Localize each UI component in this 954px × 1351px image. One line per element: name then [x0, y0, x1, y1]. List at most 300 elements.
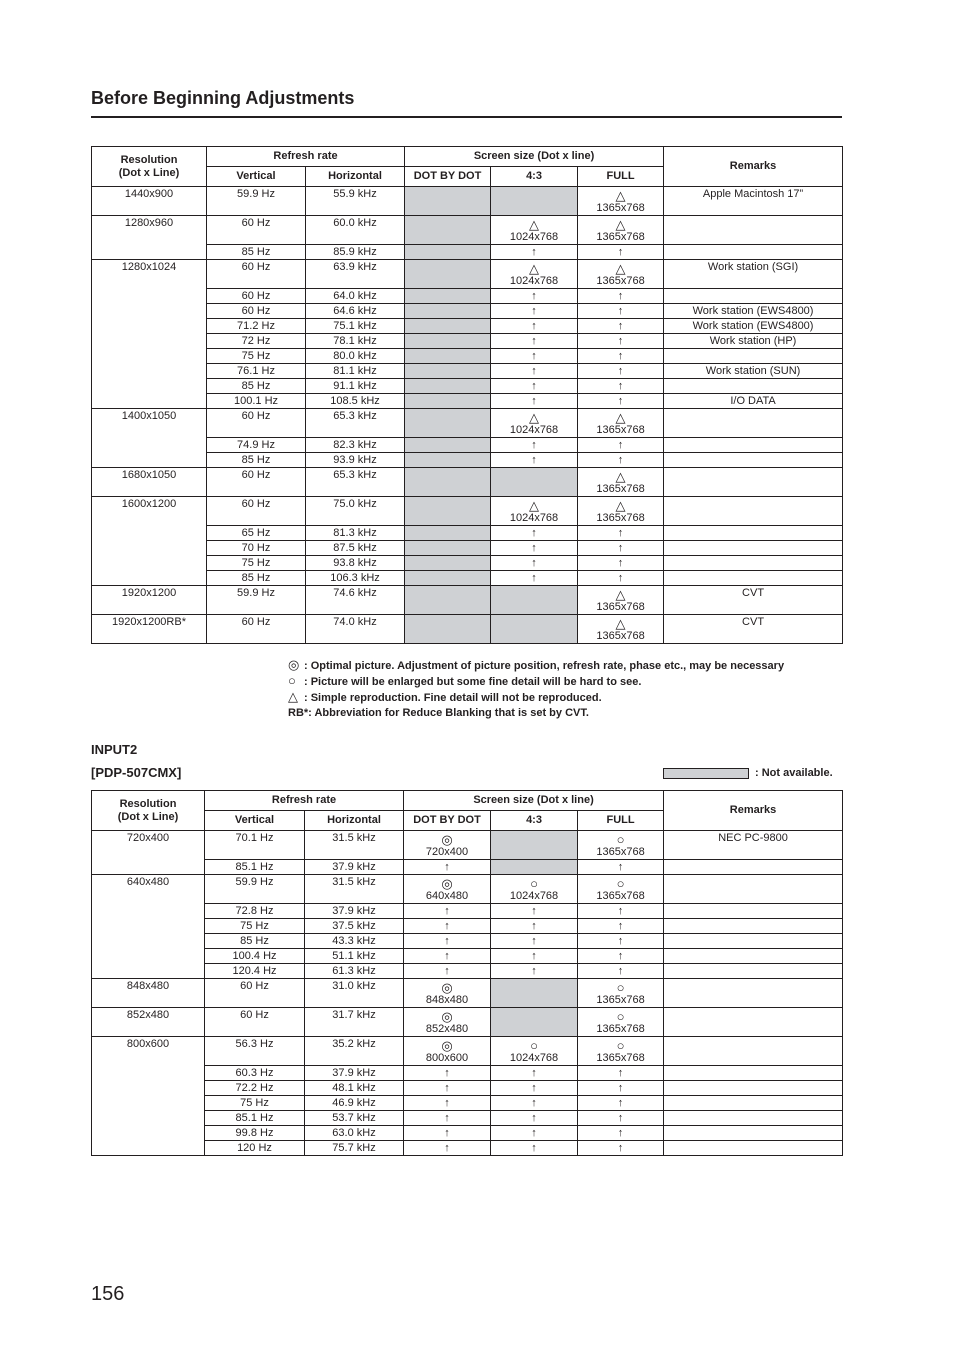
same-as-above-cell: ↑ — [491, 1096, 578, 1111]
horizontal-rate-cell: 46.9 kHz — [305, 1096, 404, 1111]
screen-size-value: 1365x768 — [596, 483, 645, 495]
horizontal-rate-cell: 61.3 kHz — [305, 964, 404, 979]
same-as-above-cell: ↑ — [578, 319, 664, 334]
vertical-rate-cell: 60.3 Hz — [205, 1066, 305, 1081]
table-row — [92, 979, 843, 1008]
double-circle-icon: ◎ — [288, 657, 300, 672]
table-row — [92, 586, 843, 615]
not-available-cell — [405, 379, 491, 394]
screen-size-value: 1365x768 — [596, 601, 645, 613]
screen-size-cell — [578, 1037, 664, 1066]
vertical-rate-cell: 85 Hz — [207, 453, 306, 468]
vertical-rate-cell: 100.4 Hz — [205, 949, 305, 964]
legend-optimal-text: : Optimal picture. Adjustment of picture position, refresh rate, phase etc., may be necessary — [304, 660, 785, 672]
remarks-cell — [664, 349, 843, 364]
triangle-icon: △ — [615, 616, 626, 631]
not-available-cell — [491, 1008, 578, 1037]
horizontal-rate-cell: 53.7 kHz — [305, 1111, 404, 1126]
horizontal-rate-cell: 64.6 kHz — [306, 304, 405, 319]
table-row — [92, 216, 843, 245]
screen-size-cell — [404, 1037, 491, 1066]
remarks-cell — [664, 964, 843, 979]
table-row — [92, 1066, 843, 1081]
same-as-above-cell: ↑ — [491, 526, 578, 541]
table-row — [92, 949, 843, 964]
triangle-icon: △ — [615, 587, 626, 602]
circle-icon: ○ — [530, 1038, 538, 1053]
not-available-cell — [405, 438, 491, 453]
screen-size-value: 1365x768 — [596, 890, 645, 902]
triangle-icon: △ — [615, 410, 626, 425]
not-available-cell — [491, 187, 578, 216]
vertical-rate-cell: 60 Hz — [207, 216, 306, 245]
not-available-cell — [405, 571, 491, 586]
screen-size-cell — [578, 260, 664, 289]
same-as-above-cell: ↑ — [578, 245, 664, 260]
screen-size-cell — [578, 831, 664, 860]
same-as-above-cell: ↑ — [491, 919, 578, 934]
remarks-cell — [664, 541, 843, 556]
page-title: Before Beginning Adjustments — [91, 88, 355, 108]
vertical-rate-cell: 60 Hz — [207, 468, 306, 497]
screen-size-value: 848x480 — [425, 994, 469, 1006]
title-rule — [91, 116, 842, 118]
vertical-rate-cell: 60 Hz — [205, 979, 305, 1008]
legend-simple — [288, 689, 848, 705]
not-available-cell — [405, 526, 491, 541]
vertical-rate-cell: 56.3 Hz — [205, 1037, 305, 1066]
horizontal-rate-cell: 108.5 kHz — [306, 394, 405, 409]
same-as-above-cell: ↑ — [578, 304, 664, 319]
same-as-above-cell: ↑ — [491, 556, 578, 571]
screen-size-cell — [404, 1008, 491, 1037]
double-circle-icon: ◎ — [441, 832, 453, 847]
horizontal-rate-cell: 82.3 kHz — [306, 438, 405, 453]
horizontal-rate-cell: 60.0 kHz — [306, 216, 405, 245]
not-available-cell — [405, 245, 491, 260]
same-as-above-cell: ↑ — [404, 1111, 491, 1126]
vertical-rate-cell: 100.1 Hz — [207, 394, 306, 409]
table-row — [92, 1141, 843, 1156]
table-row — [92, 1096, 843, 1111]
ratio-43-header: 4:3 — [491, 811, 578, 831]
horizontal-rate-cell: 31.0 kHz — [305, 979, 404, 1008]
vertical-rate-cell: 75 Hz — [205, 1096, 305, 1111]
same-as-above-cell: ↑ — [578, 934, 664, 949]
same-as-above-cell: ↑ — [578, 394, 664, 409]
remarks-cell — [664, 919, 843, 934]
horizontal-rate-cell: 93.9 kHz — [306, 453, 405, 468]
vertical-rate-cell: 60 Hz — [207, 260, 306, 289]
vertical-rate-cell: 76.1 Hz — [207, 364, 306, 379]
horizontal-rate-cell: 43.3 kHz — [305, 934, 404, 949]
same-as-above-cell: ↑ — [404, 964, 491, 979]
remarks-cell — [664, 1066, 843, 1081]
remarks-cell — [664, 979, 843, 1008]
same-as-above-cell: ↑ — [578, 334, 664, 349]
legend-simple-text: : Simple reproduction. Fine detail will not be reproduced. — [304, 692, 602, 704]
remarks-cell — [664, 949, 843, 964]
same-as-above-cell: ↑ — [404, 1096, 491, 1111]
same-as-above-cell: ↑ — [491, 379, 578, 394]
screen-size-value: 1365x768 — [596, 994, 645, 1006]
vertical-rate-cell: 99.8 Hz — [205, 1126, 305, 1141]
screen-size-cell — [491, 497, 578, 526]
horizontal-rate-cell: 31.5 kHz — [305, 875, 404, 904]
same-as-above-cell: ↑ — [491, 289, 578, 304]
resolution-cell: 1440x900 — [92, 187, 207, 216]
vertical-rate-cell: 72 Hz — [207, 334, 306, 349]
triangle-icon: △ — [615, 217, 626, 232]
not-available-cell — [405, 187, 491, 216]
not-available-key — [663, 767, 833, 779]
screen-size-cell — [404, 831, 491, 860]
model-label: [PDP-507CMX] — [91, 765, 182, 780]
resolution-header: Resolution (Dot x Line) — [92, 791, 205, 831]
table-row — [92, 1081, 843, 1096]
vertical-rate-cell: 85 Hz — [207, 379, 306, 394]
same-as-above-cell: ↑ — [578, 860, 664, 875]
horizontal-rate-cell: 48.1 kHz — [305, 1081, 404, 1096]
screen-size-value: 1365x768 — [596, 424, 645, 436]
vertical-rate-cell: 75 Hz — [205, 919, 305, 934]
table-row — [92, 904, 843, 919]
not-available-cell — [405, 394, 491, 409]
legend-rb-note: RB*: Abbreviation for Reduce Blanking that is set by CVT. — [288, 707, 589, 719]
vertical-rate-cell: 60 Hz — [207, 497, 306, 526]
vertical-rate-cell: 59.9 Hz — [207, 586, 306, 615]
resolution-cell: 1920x1200 — [92, 586, 207, 615]
horizontal-header: Horizontal — [306, 167, 405, 187]
symbol-legend — [288, 657, 848, 721]
table-row — [92, 1008, 843, 1037]
resolution-cell: 1280x960 — [92, 216, 207, 260]
same-as-above-cell: ↑ — [404, 949, 491, 964]
screen-size-cell — [578, 979, 664, 1008]
horizontal-rate-cell: 81.1 kHz — [306, 364, 405, 379]
not-available-cell — [405, 586, 491, 615]
horizontal-rate-cell: 93.8 kHz — [306, 556, 405, 571]
screen-size-cell — [491, 1037, 578, 1066]
same-as-above-cell: ↑ — [404, 904, 491, 919]
remarks-cell — [664, 468, 843, 497]
same-as-above-cell: ↑ — [578, 541, 664, 556]
same-as-above-cell: ↑ — [491, 319, 578, 334]
same-as-above-cell: ↑ — [491, 334, 578, 349]
same-as-above-cell: ↑ — [491, 949, 578, 964]
triangle-icon: △ — [288, 689, 298, 704]
table-row — [92, 919, 843, 934]
input2-signal-table — [91, 790, 843, 1156]
table-row — [92, 260, 843, 289]
vertical-rate-cell: 120.4 Hz — [205, 964, 305, 979]
table-row — [92, 875, 843, 904]
screen-size-cell — [578, 497, 664, 526]
screen-size-cell — [578, 216, 664, 245]
same-as-above-cell: ↑ — [491, 438, 578, 453]
horizontal-header: Horizontal — [305, 811, 404, 831]
remarks-cell: NEC PC-9800 — [664, 831, 843, 860]
same-as-above-cell: ↑ — [404, 860, 491, 875]
remarks-cell — [664, 1141, 843, 1156]
triangle-icon: △ — [529, 261, 540, 276]
remarks-cell — [664, 526, 843, 541]
same-as-above-cell: ↑ — [578, 964, 664, 979]
horizontal-rate-cell: 78.1 kHz — [306, 334, 405, 349]
same-as-above-cell: ↑ — [578, 904, 664, 919]
double-circle-icon: ◎ — [441, 980, 453, 995]
double-circle-icon: ◎ — [441, 876, 453, 891]
horizontal-rate-cell: 87.5 kHz — [306, 541, 405, 556]
not-available-cell — [405, 364, 491, 379]
screen-size-value: 720x400 — [425, 846, 469, 858]
vertical-rate-cell: 65 Hz — [207, 526, 306, 541]
vertical-rate-cell: 60 Hz — [207, 409, 306, 438]
same-as-above-cell: ↑ — [491, 304, 578, 319]
table-row — [92, 1111, 843, 1126]
horizontal-rate-cell: 74.6 kHz — [306, 586, 405, 615]
remarks-cell — [664, 216, 843, 245]
remarks-cell — [664, 875, 843, 904]
resolution-cell: 640x480 — [92, 875, 205, 979]
horizontal-rate-cell: 75.7 kHz — [305, 1141, 404, 1156]
same-as-above-cell: ↑ — [404, 1066, 491, 1081]
triangle-icon: △ — [615, 469, 626, 484]
same-as-above-cell: ↑ — [491, 1066, 578, 1081]
circle-icon: ○ — [616, 980, 625, 995]
remarks-cell — [664, 1111, 843, 1126]
screen-size-cell — [491, 409, 578, 438]
remarks-cell: Apple Macintosh 17” — [664, 187, 843, 216]
vertical-rate-cell: 60 Hz — [207, 289, 306, 304]
horizontal-rate-cell: 63.0 kHz — [305, 1126, 404, 1141]
table-row — [92, 409, 843, 438]
screen-size-cell — [404, 979, 491, 1008]
screen-size-value: 1024x768 — [509, 231, 559, 243]
legend-optimal — [288, 657, 848, 673]
screen-size-cell — [578, 468, 664, 497]
screen-size-value: 640x480 — [425, 890, 469, 902]
vertical-rate-cell: 72.2 Hz — [205, 1081, 305, 1096]
not-available-cell — [405, 319, 491, 334]
resolution-cell: 848x480 — [92, 979, 205, 1008]
screen-size-cell — [491, 216, 578, 245]
horizontal-rate-cell: 74.0 kHz — [306, 615, 405, 644]
screen-size-value: 1024x768 — [509, 1052, 559, 1064]
same-as-above-cell: ↑ — [578, 919, 664, 934]
vertical-rate-cell: 60 Hz — [207, 615, 306, 644]
remarks-cell — [664, 934, 843, 949]
not-available-cell — [405, 216, 491, 245]
horizontal-rate-cell: 75.1 kHz — [306, 319, 405, 334]
triangle-icon: △ — [529, 498, 540, 513]
horizontal-rate-cell: 75.0 kHz — [306, 497, 405, 526]
screen-size-value: 1024x768 — [509, 890, 559, 902]
same-as-above-cell: ↑ — [491, 1126, 578, 1141]
table-row — [92, 615, 843, 644]
same-as-above-cell: ↑ — [491, 571, 578, 586]
same-as-above-cell: ↑ — [404, 1141, 491, 1156]
remarks-cell — [664, 1037, 843, 1066]
same-as-above-cell: ↑ — [578, 1141, 664, 1156]
screen-size-value: 1365x768 — [596, 1023, 645, 1035]
same-as-above-cell: ↑ — [491, 1081, 578, 1096]
circle-icon: ○ — [616, 832, 625, 847]
same-as-above-cell: ↑ — [491, 394, 578, 409]
remarks-cell — [664, 1096, 843, 1111]
screen-size-value: 852x480 — [425, 1023, 469, 1035]
horizontal-rate-cell: 85.9 kHz — [306, 245, 405, 260]
same-as-above-cell: ↑ — [491, 364, 578, 379]
remarks-cell: CVT — [664, 586, 843, 615]
resolution-cell: 800x600 — [92, 1037, 205, 1156]
screen-size-cell — [404, 875, 491, 904]
same-as-above-cell: ↑ — [578, 453, 664, 468]
triangle-icon: △ — [615, 498, 626, 513]
horizontal-rate-cell: 91.1 kHz — [306, 379, 405, 394]
vertical-rate-cell: 85.1 Hz — [205, 860, 305, 875]
horizontal-rate-cell: 37.9 kHz — [305, 1066, 404, 1081]
resolution-cell: 1280x1024 — [92, 260, 207, 409]
refresh-rate-header: Refresh rate — [207, 147, 405, 167]
horizontal-rate-cell: 64.0 kHz — [306, 289, 405, 304]
remarks-cell — [664, 571, 843, 586]
table-row — [92, 497, 843, 526]
circle-icon: ○ — [616, 876, 625, 891]
not-available-cell — [405, 556, 491, 571]
remarks-cell — [664, 379, 843, 394]
same-as-above-cell: ↑ — [404, 934, 491, 949]
not-available-swatch — [663, 768, 749, 779]
remarks-cell — [664, 556, 843, 571]
circle-icon: ○ — [616, 1038, 625, 1053]
screen-size-value: 1365x768 — [596, 202, 645, 214]
screen-size-value: 1365x768 — [596, 512, 645, 524]
circle-icon: ○ — [616, 1009, 625, 1024]
remarks-cell: Work station (EWS4800) — [664, 319, 843, 334]
same-as-above-cell: ↑ — [578, 1081, 664, 1096]
screen-size-cell — [578, 187, 664, 216]
circle-icon: ○ — [530, 876, 538, 891]
not-available-cell — [405, 497, 491, 526]
screen-size-value: 1024x768 — [509, 424, 559, 436]
same-as-above-cell: ↑ — [404, 919, 491, 934]
not-available-cell — [405, 409, 491, 438]
not-available-cell — [405, 289, 491, 304]
horizontal-rate-cell: 55.9 kHz — [306, 187, 405, 216]
remarks-cell — [664, 409, 843, 438]
vertical-rate-cell: 72.8 Hz — [205, 904, 305, 919]
remarks-cell — [664, 860, 843, 875]
double-circle-icon: ◎ — [441, 1009, 453, 1024]
vertical-rate-cell: 70 Hz — [207, 541, 306, 556]
screen-size-cell — [578, 1008, 664, 1037]
double-circle-icon: ◎ — [441, 1038, 453, 1053]
input2-label: INPUT2 — [91, 742, 138, 757]
same-as-above-cell: ↑ — [578, 438, 664, 453]
resolution-cell: 1600x1200 — [92, 497, 207, 586]
remarks-cell: Work station (EWS4800) — [664, 304, 843, 319]
remarks-cell — [664, 289, 843, 304]
vertical-header: Vertical — [205, 811, 305, 831]
same-as-above-cell: ↑ — [491, 349, 578, 364]
screen-size-value: 1024x768 — [509, 275, 559, 287]
remarks-cell — [664, 497, 843, 526]
not-available-cell — [405, 304, 491, 319]
remarks-header: Remarks — [664, 147, 843, 187]
horizontal-rate-cell: 65.3 kHz — [306, 468, 405, 497]
not-available-cell — [405, 453, 491, 468]
table-row — [92, 1126, 843, 1141]
vertical-rate-cell: 60 Hz — [205, 1008, 305, 1037]
horizontal-rate-cell: 80.0 kHz — [306, 349, 405, 364]
screen-size-cell — [578, 586, 664, 615]
horizontal-rate-cell: 37.5 kHz — [305, 919, 404, 934]
triangle-icon: △ — [529, 217, 540, 232]
remarks-cell — [664, 438, 843, 453]
not-available-cell — [491, 586, 578, 615]
same-as-above-cell: ↑ — [491, 1111, 578, 1126]
vertical-rate-cell: 75 Hz — [207, 556, 306, 571]
horizontal-rate-cell: 37.9 kHz — [305, 904, 404, 919]
not-available-text: : Not available. — [755, 767, 833, 779]
horizontal-rate-cell: 106.3 kHz — [306, 571, 405, 586]
vertical-rate-cell: 70.1 Hz — [205, 831, 305, 860]
resolution-cell: 720x400 — [92, 831, 205, 875]
table-row — [92, 964, 843, 979]
refresh-rate-header: Refresh rate — [205, 791, 404, 811]
vertical-header: Vertical — [207, 167, 306, 187]
horizontal-rate-cell: 65.3 kHz — [306, 409, 405, 438]
resolution-cell: 1920x1200RB* — [92, 615, 207, 644]
horizontal-rate-cell: 81.3 kHz — [306, 526, 405, 541]
same-as-above-cell: ↑ — [578, 1111, 664, 1126]
table-row — [92, 187, 843, 216]
not-available-cell — [405, 260, 491, 289]
dot-by-dot-header: DOT BY DOT — [405, 167, 491, 187]
screen-size-cell — [578, 875, 664, 904]
screen-size-value: 1365x768 — [596, 630, 645, 642]
vertical-rate-cell: 60 Hz — [207, 304, 306, 319]
same-as-above-cell: ↑ — [404, 1126, 491, 1141]
vertical-rate-cell: 85 Hz — [205, 934, 305, 949]
table-row — [92, 831, 843, 860]
full-header: FULL — [578, 811, 664, 831]
triangle-icon: △ — [615, 188, 626, 203]
remarks-cell: I/O DATA — [664, 394, 843, 409]
not-available-cell — [405, 349, 491, 364]
remarks-cell: CVT — [664, 615, 843, 644]
screen-size-value: 1365x768 — [596, 275, 645, 287]
remarks-cell — [664, 904, 843, 919]
same-as-above-cell: ↑ — [491, 934, 578, 949]
input1-signal-table — [91, 146, 843, 644]
screen-size-cell — [491, 875, 578, 904]
circle-icon: ○ — [288, 673, 296, 688]
legend-enlarged-text: : Picture will be enlarged but some fine detail will be hard to see. — [304, 676, 642, 688]
vertical-rate-cell: 59.9 Hz — [205, 875, 305, 904]
legend-enlarged — [288, 673, 848, 689]
same-as-above-cell: ↑ — [491, 541, 578, 556]
table-row — [92, 1037, 843, 1066]
same-as-above-cell: ↑ — [491, 453, 578, 468]
screen-size-header: Screen size (Dot x line) — [404, 791, 664, 811]
not-available-cell — [405, 541, 491, 556]
horizontal-rate-cell: 51.1 kHz — [305, 949, 404, 964]
ratio-43-header: 4:3 — [491, 167, 578, 187]
same-as-above-cell: ↑ — [578, 571, 664, 586]
not-available-cell — [405, 615, 491, 644]
